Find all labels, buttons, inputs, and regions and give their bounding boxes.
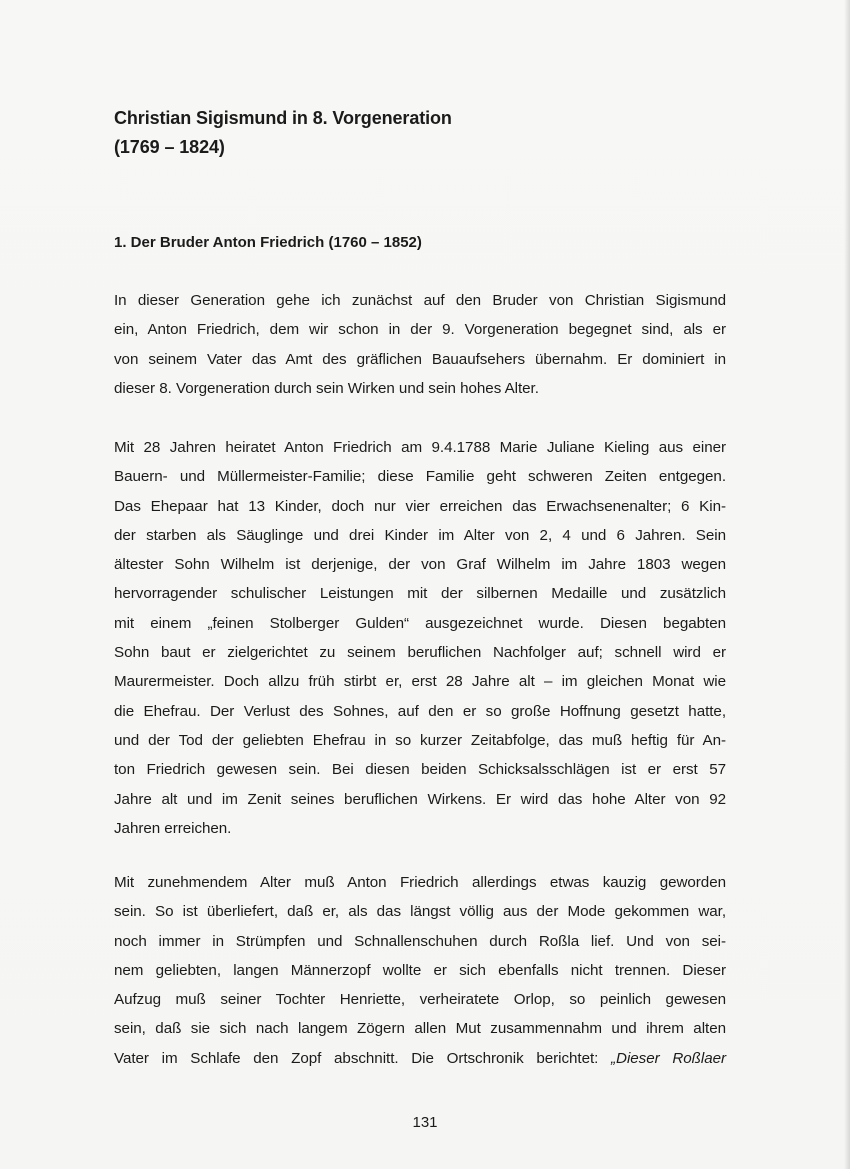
paragraph-1-line: dieser 8. Vorgeneration durch sein Wirken und sein hohes Alter. xyxy=(114,379,539,397)
page-edge-shadow xyxy=(844,0,850,1169)
paragraph-2-line: Sohn baut er zielgerichtet zu seinem beruflichen Nachfolger auf; schnell wird er xyxy=(114,644,726,662)
chapter-title-line-2: (1769 – 1824) xyxy=(114,137,225,157)
chronicle-quote-start: „Dieser Roßlaer xyxy=(611,1049,726,1067)
paragraph-2-line: Bauern- und Müllermeister-Familie; diese Familie geht schweren Zeiten entgegen. xyxy=(114,468,726,486)
paragraph-3-line: noch immer in Strümpfen und Schnallenschuhen durch Roßla lief. Und von sei- xyxy=(114,932,726,950)
paragraph-2-line: mit einem „feinen Stolberger Gulden“ ausgezeichnet wurde. Diesen begabten xyxy=(114,614,726,632)
paragraph-2-line: Jahren erreichen. xyxy=(114,819,232,837)
paragraph-2-line: Mit 28 Jahren heiratet Anton Friedrich am 9.4.1788 Marie Juliane Kieling aus einer xyxy=(114,439,726,456)
paragraph-2-line: die Ehefrau. Der Verlust des Sohnes, auf den er so große Hoffnung gesetzt hatte, xyxy=(114,702,726,720)
chapter-title xyxy=(114,104,452,162)
paragraph-3-line: sein. So ist überliefert, daß er, als das längst völlig aus der Mode gekommen war, xyxy=(114,903,726,921)
paragraph-2-line: ton Friedrich gewesen sein. Bei diesen beiden Schicksalsschlägen ist er erst 57 xyxy=(114,761,726,779)
paragraph-2 xyxy=(114,433,726,843)
paragraph-2-line: Maurermeister. Doch allzu früh stirbt er, erst 28 Jahre alt – im gleichen Monat wie xyxy=(114,673,726,691)
paragraph-3 xyxy=(114,868,726,1073)
paragraph-1-line: In dieser Generation gehe ich zunächst auf den Bruder von Christian Sigismund xyxy=(114,292,726,309)
chapter-title-line-1: Christian Sigismund in 8. Vorgeneration xyxy=(114,108,452,128)
paragraph-3-line: Mit zunehmendem Alter muß Anton Friedrich allerdings etwas kauzig geworden xyxy=(114,874,726,891)
paragraph-1 xyxy=(114,286,726,403)
paragraph-2-line: ältester Sohn Wilhelm ist derjenige, der von Graf Wilhelm im Jahre 1803 wegen xyxy=(114,556,726,574)
paragraph-3-last-line-text: Vater im Schlafe den Zopf abschnitt. Die Ortschronik berichtet: xyxy=(114,1049,612,1067)
paragraph-2-line: Jahre alt und im Zenit seines beruflichen Wirkens. Er wird das hohe Alter von 92 xyxy=(114,790,726,808)
paragraph-3-line: Aufzug muß seiner Tochter Henriette, verheiratete Orlop, so peinlich gewesen xyxy=(114,991,726,1009)
paragraph-2-line: Das Ehepaar hat 13 Kinder, doch nur vier erreichen das Erwachsenenalter; 6 Kin- xyxy=(114,497,726,515)
paragraph-3-line: sein, daß sie sich nach langem Zögern allen Mut zusammennahm und ihrem alten xyxy=(114,1020,726,1038)
paragraph-2-line: hervorragender schulischer Leistungen mit der silbernen Medaille und zusätzlich xyxy=(114,585,726,603)
paragraph-2-line: und der Tod der geliebten Ehefrau in so kurzer Zeitabfolge, das muß heftig für An- xyxy=(114,731,726,749)
paragraph-3-line: nem geliebten, langen Männerzopf wollte er sich ebenfalls nicht trennen. Dieser xyxy=(114,961,726,979)
paragraph-1-line: von seinem Vater das Amt des gräflichen Bauaufsehers übernahm. Er dominiert in xyxy=(114,350,726,368)
paragraph-2-line: der starben als Säuglinge und drei Kinder im Alter von 2, 4 und 6 Jahren. Sein xyxy=(114,526,726,544)
paragraph-1-line: ein, Anton Friedrich, dem wir schon in der 9. Vorgeneration begegnet sind, als er xyxy=(114,321,726,339)
section-heading: 1. Der Bruder Anton Friedrich (1760 – 1852) xyxy=(114,234,422,251)
paragraph-3-last-line xyxy=(114,1044,726,1073)
page-number: 131 xyxy=(412,1114,438,1131)
